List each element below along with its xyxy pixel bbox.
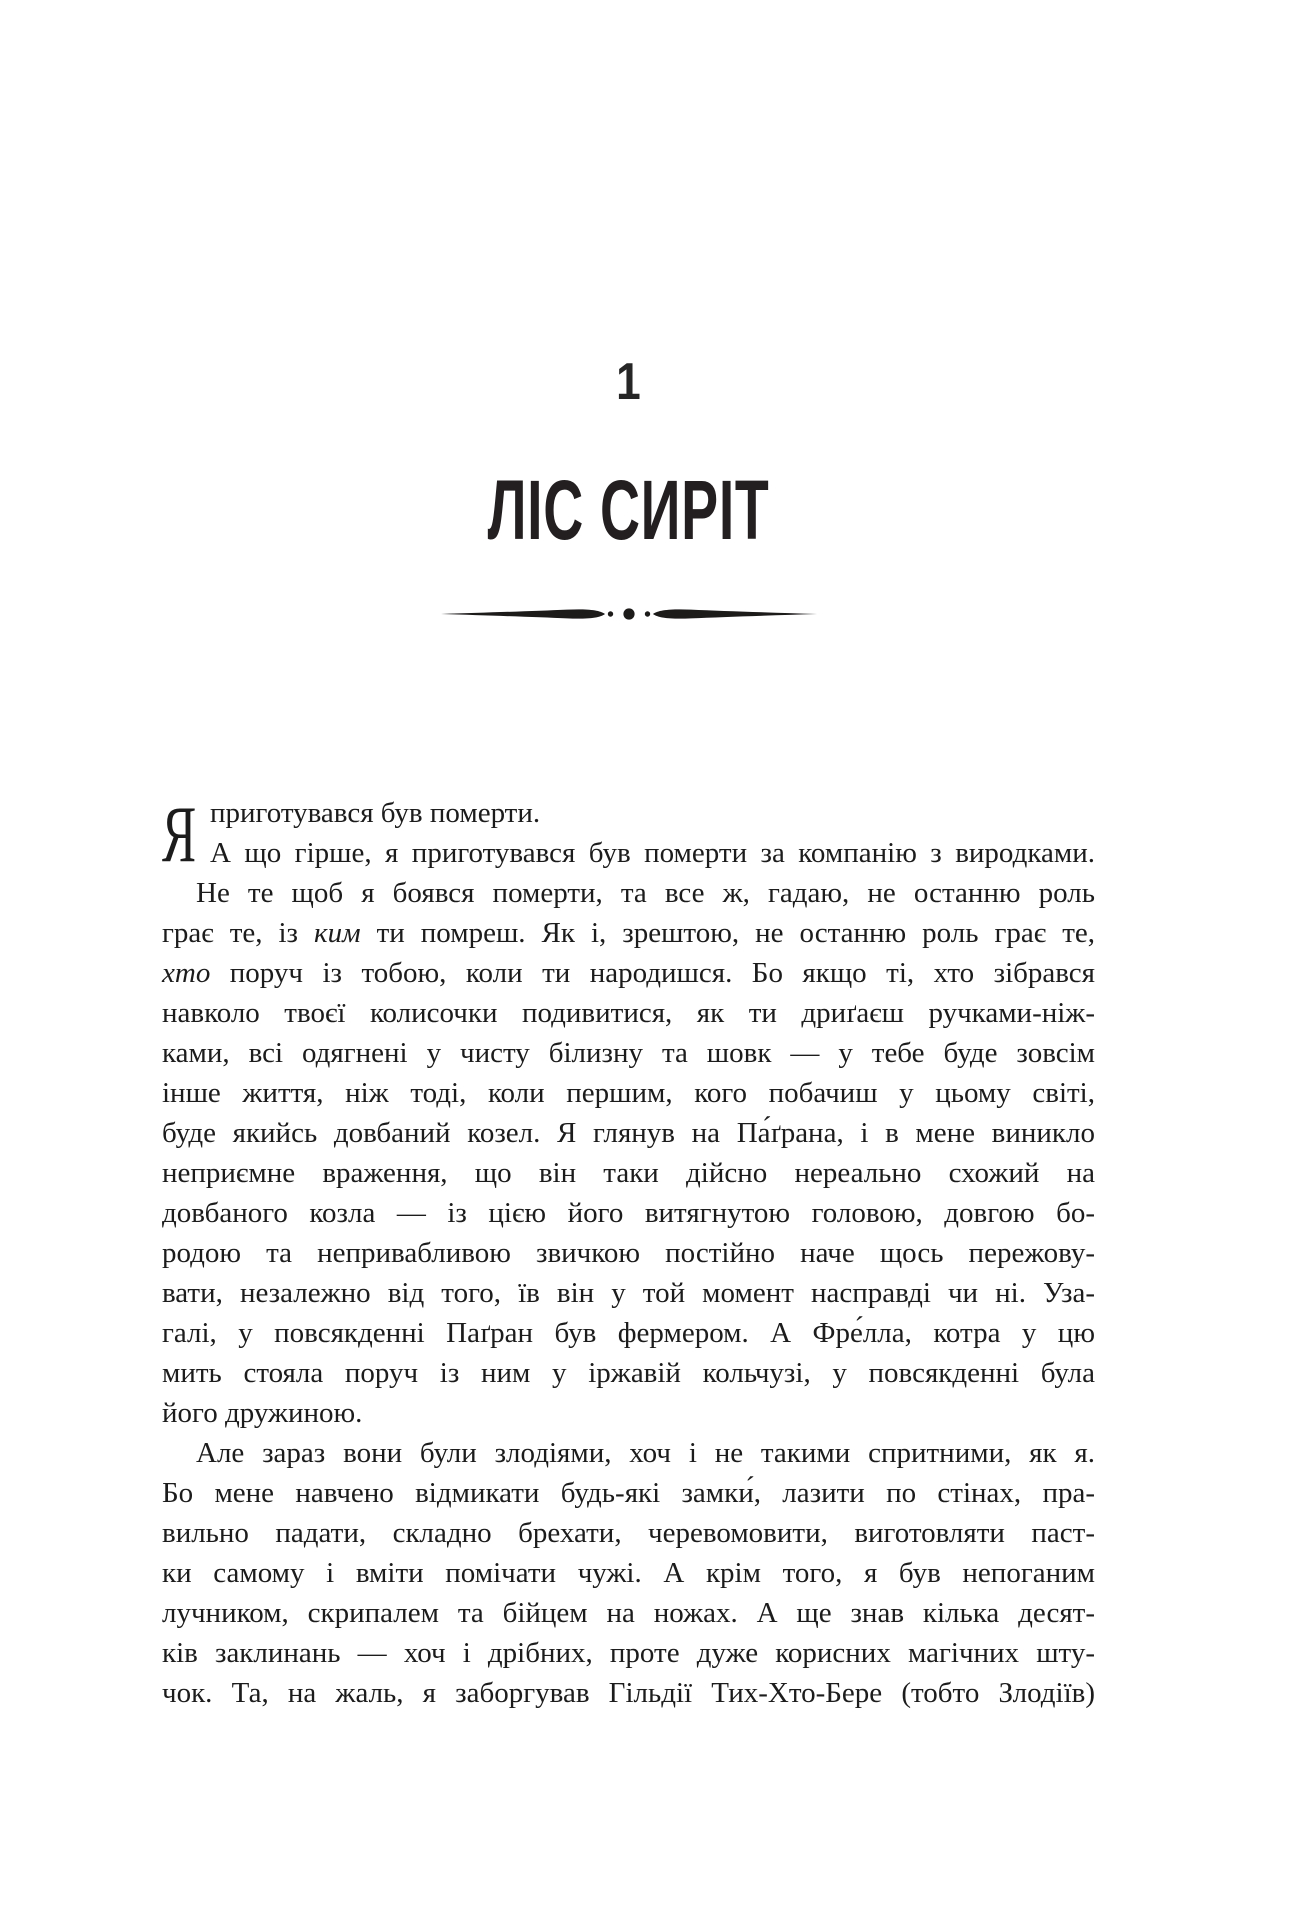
text-segment: інше життя, ніж тоді, коли першим, кого побачиш у цьому світі, bbox=[162, 1077, 1095, 1109]
text-line bbox=[162, 1233, 1095, 1273]
text-segment: галі, у повсякденні Паґран був фермером. А Фре́лла, котра у цю bbox=[162, 1317, 1095, 1349]
text-segment: вильно падати, складно брехати, черевомовити, виготовляти паст- bbox=[162, 1517, 1095, 1549]
divider-ornament-icon bbox=[162, 605, 1095, 623]
text-segment: ками, всі одягнені у чисту білизну та шовк — у тебе буде зовсім bbox=[162, 1037, 1095, 1069]
text-segment: довбаного козла — із цією його витягнутою головою, довгою бо- bbox=[162, 1197, 1095, 1229]
text-line bbox=[162, 1273, 1095, 1313]
text-line bbox=[162, 993, 1095, 1033]
text-line bbox=[162, 1633, 1095, 1673]
text-segment: неприємне враження, що він таки дійсно нереально схожий на bbox=[162, 1157, 1095, 1189]
text-segment: поруч із тобою, коли ти народишся. Бо якщо ті, хто зібрався bbox=[210, 957, 1095, 989]
text-line bbox=[162, 1673, 1095, 1713]
italic-text: хто bbox=[162, 957, 211, 989]
text-segment: грає те, із bbox=[162, 917, 314, 949]
text-line bbox=[162, 1313, 1095, 1353]
text-segment: родою та непривабливою звичкою постійно наче щось пережову- bbox=[162, 1237, 1095, 1269]
text-segment: ки самому і вміти помічати чужі. А крім того, я був непоганим bbox=[162, 1557, 1095, 1589]
text-segment: буде якийсь довбаний козел. Я глянув на Па́ґрана, і в мене виникло bbox=[162, 1117, 1095, 1149]
chapter-title-text: ЛІС СИРІТ bbox=[487, 463, 770, 557]
text-segment: Не те щоб я боявся померти, та все ж, гадаю, не останню роль bbox=[196, 877, 1095, 909]
text-line bbox=[162, 793, 1095, 833]
text-segment: Але зараз вони були злодіями, хоч і не такими спритними, як я. bbox=[196, 1437, 1095, 1469]
italic-text: ким bbox=[314, 917, 361, 949]
text-line bbox=[162, 1513, 1095, 1553]
text-segment: чок. Та, на жаль, я заборгував Гільдії Тих-Хто-Бере (тобто Злодіїв) bbox=[162, 1677, 1095, 1709]
text-segment: його дружиною. bbox=[162, 1397, 363, 1429]
text-line bbox=[162, 1353, 1095, 1393]
text-line bbox=[162, 953, 1095, 993]
text-segment: ків заклинань — хоч і дрібних, проте дуже корисних магічних шту- bbox=[162, 1637, 1095, 1669]
text-line bbox=[162, 1073, 1095, 1113]
text-line bbox=[162, 1113, 1095, 1153]
text-line bbox=[162, 1153, 1095, 1193]
text-segment: лучником, скрипалем та бійцем на ножах. А ще знав кілька десят- bbox=[162, 1597, 1095, 1629]
chapter-title bbox=[162, 463, 1095, 557]
text-line bbox=[162, 1593, 1095, 1633]
text-segment: ти помреш. Як і, зрештою, не останню роль грає те, bbox=[360, 917, 1095, 949]
chapter-number bbox=[162, 353, 1095, 411]
drop-cap: Я bbox=[162, 791, 197, 879]
text-line bbox=[162, 913, 1095, 953]
text-segment: приготувався був померти. bbox=[210, 797, 541, 829]
text-line bbox=[162, 1433, 1095, 1473]
text-line bbox=[162, 873, 1095, 913]
text-line bbox=[162, 1473, 1095, 1513]
chapter-number-text: 1 bbox=[616, 353, 641, 411]
text-segment: А що гірше, я приготувався був померти за компанію з виродками. bbox=[210, 837, 1095, 869]
text-line bbox=[162, 1553, 1095, 1593]
text-segment: вати, незалежно від того, їв він у той момент насправді чи ні. Уза- bbox=[162, 1277, 1095, 1309]
text-line bbox=[162, 1393, 1095, 1433]
text-segment: навколо твоєї колисочки подивитися, як ти дриґаєш ручками-ніж- bbox=[162, 997, 1095, 1029]
text-segment: мить стояла поруч із ним у іржавій кольчузі, у повсякденні була bbox=[162, 1357, 1095, 1389]
body-text bbox=[162, 793, 1095, 1713]
text-segment: Бо мене навчено відмикати будь-які замки́, лазити по стінах, пра- bbox=[162, 1477, 1095, 1509]
text-line bbox=[162, 1033, 1095, 1073]
text-line bbox=[162, 1193, 1095, 1233]
text-line bbox=[162, 833, 1095, 873]
